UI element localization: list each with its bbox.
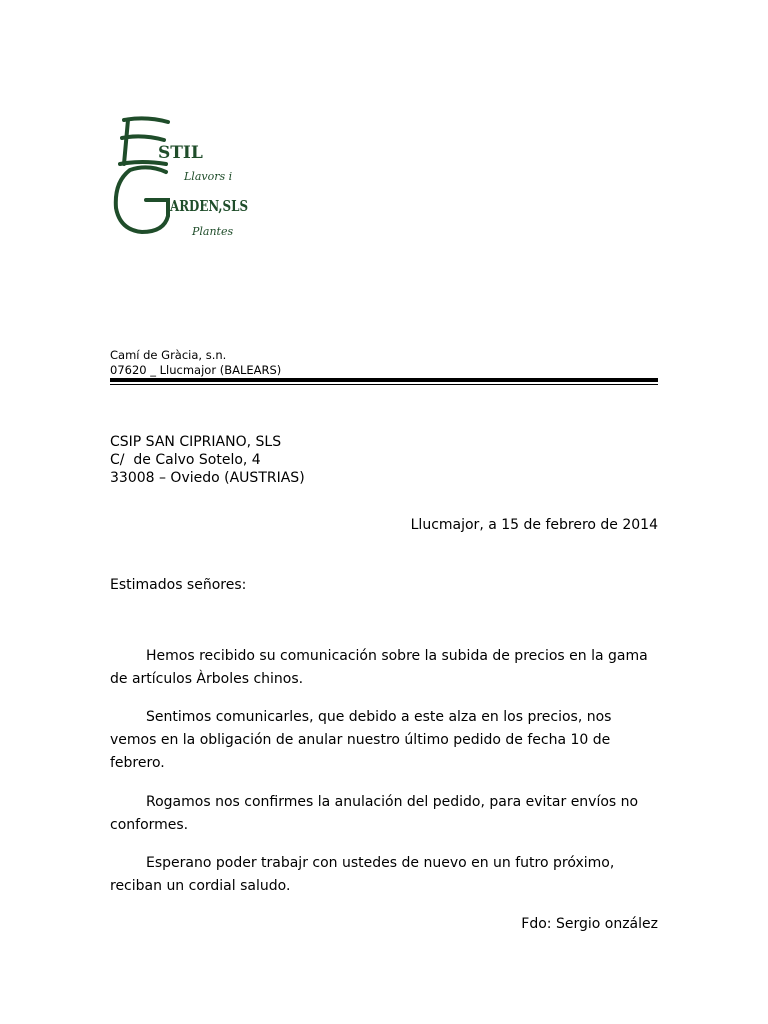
paragraph-4: Esperano poder trabajr con ustedes de nuevo en un futro próximo, reciban un cordial saludo. <box>110 855 615 894</box>
logo-text-plantes: Plantes <box>192 225 234 238</box>
logo-text-garden: ARDEN,SLS <box>169 197 248 215</box>
header-divider-thin <box>110 384 658 385</box>
sender-address-line2: 07620 _ Llucmajor (BALEARS) <box>110 363 282 377</box>
recipient-street: C/ de Calvo Sotelo, 4 <box>110 452 261 468</box>
logo-text-stil: STIL <box>158 143 203 163</box>
logo-text-llavors: Llavors i <box>184 170 233 183</box>
date-line: Llucmajor, a 15 de febrero de 2014 <box>410 517 658 533</box>
recipient-city: 33008 – Oviedo (AUSTRIAS) <box>110 470 305 486</box>
paragraph-3: Rogamos nos confirmes la anulación del pedido, para evitar envíos no conformes. <box>110 794 639 833</box>
logo-emblem <box>108 112 250 244</box>
paragraph-2: Sentimos comunicarles, que debido a este alza en los precios, nos vemos en la obligación de anular nuestro último pedido de fecha 10 de febrero. <box>110 709 612 771</box>
paragraph-1: Hemos recibido su comunicación sobre la subida de precios en la gama de artículos Àrboles chinos. <box>110 648 648 687</box>
company-logo <box>108 112 250 244</box>
signature: Fdo: Sergio onzález <box>521 916 658 932</box>
header-divider-thick <box>110 378 658 382</box>
recipient-name: CSIP SAN CIPRIANO, SLS <box>110 434 282 450</box>
sender-address-line1: Camí de Gràcia, s.n. <box>110 348 227 362</box>
recipient-block <box>110 433 305 487</box>
greeting: Estimados señores: <box>110 577 247 593</box>
